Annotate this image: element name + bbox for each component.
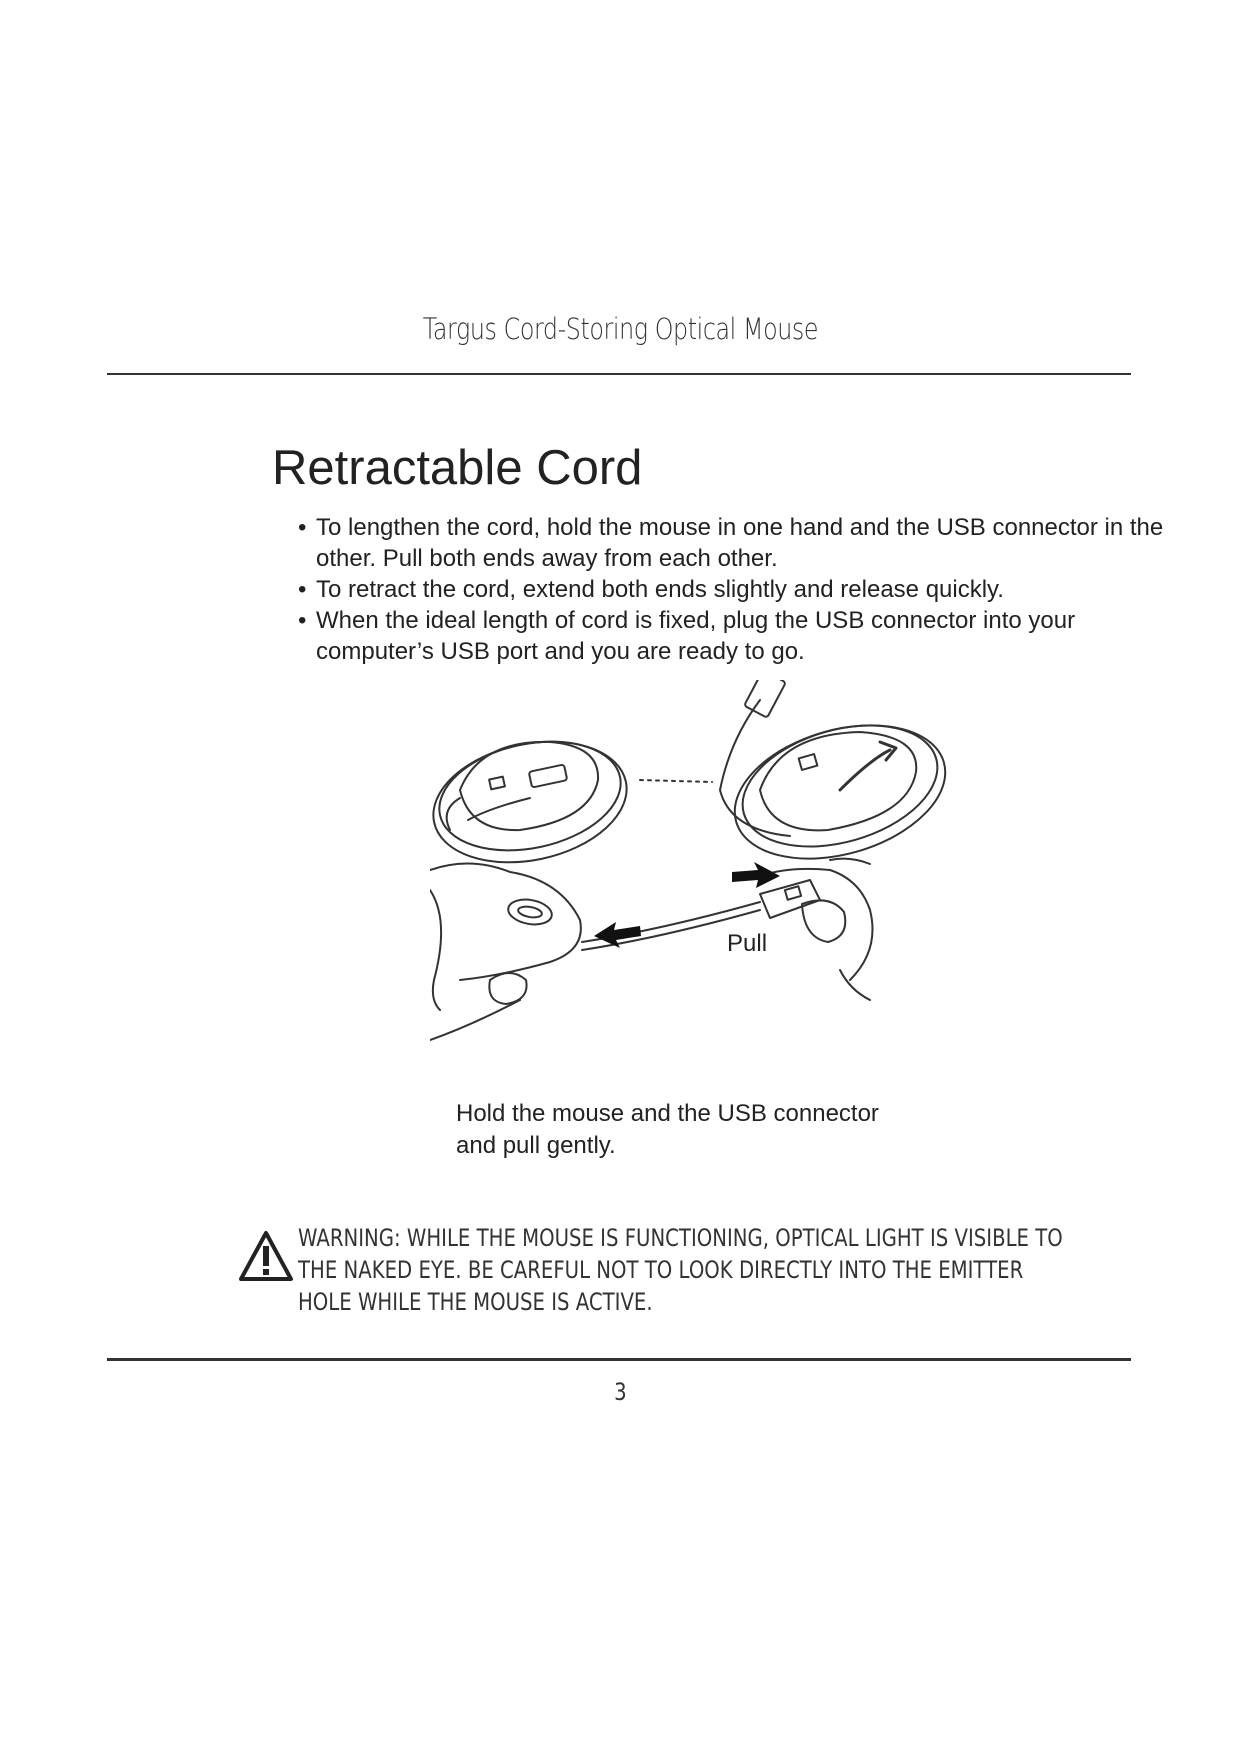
footer-divider <box>107 1358 1131 1361</box>
page-number: 3 <box>614 1378 627 1406</box>
mouse-underside-right <box>719 680 961 881</box>
page-header-title: Targus Cord-Storing Optical Mouse <box>422 312 819 346</box>
retractable-cord-illustration <box>430 680 970 1100</box>
section-title: Retractable Cord <box>272 441 643 495</box>
mouse-underside-left <box>430 725 638 879</box>
instruction-item: • To retract the cord, extend both ends slightly and release quickly. <box>298 574 1178 605</box>
arrow-left-icon <box>594 922 641 948</box>
pull-label: Pull <box>727 930 768 957</box>
caption-line: and pull gently. <box>456 1132 616 1159</box>
warning-notice <box>238 1222 1138 1322</box>
arrow-right-icon <box>732 862 780 888</box>
instruction-list <box>298 512 1178 667</box>
warning-triangle-icon <box>238 1230 294 1282</box>
figure-caption <box>456 1098 976 1162</box>
header-divider <box>107 373 1131 375</box>
warning-text: WARNING: WHILE THE MOUSE IS FUNCTIONING, OPTICAL LIGHT IS VISIBLE TO THE NAKED EYE. BE CAREFUL NOT TO LOOK DIRECTLY INTO THE EMITTER HOLE WHILE THE MOUSE IS ACTIVE. <box>298 1224 1063 1316</box>
instruction-item: • When the ideal length of cord is fixed, plug the USB connector into your computer’s USB port and you are ready to go. <box>298 605 1178 667</box>
hands-pulling-illustration <box>430 859 873 1040</box>
instruction-item: • To lengthen the cord, hold the mouse in one hand and the USB connector in the other. Pull both ends away from each other. <box>298 512 1178 574</box>
caption-line: Hold the mouse and the USB connector <box>456 1100 879 1127</box>
